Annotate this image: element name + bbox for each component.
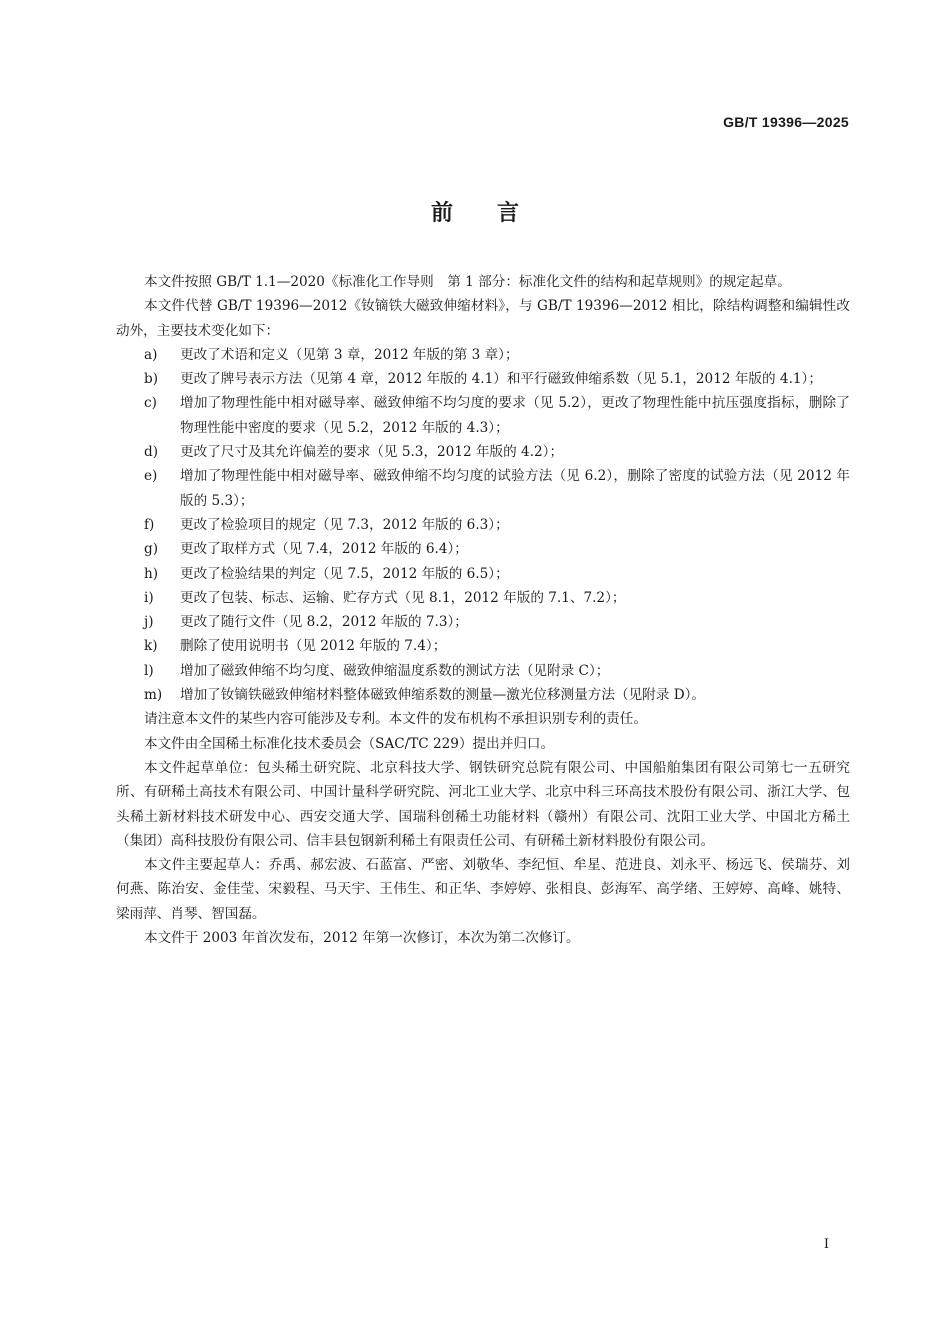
changes-list [116,343,850,707]
list-item-text: 更改了牌号表示方法（见第 4 章，2012 年版的 4.1）和平行磁致伸缩系数（见 5.1，2012 年版的 4.1）； [180,371,822,388]
list-item-text: 更改了尺寸及其允许偏差的要求（见 5.3，2012 年版的 4.2）； [180,444,564,461]
list-item [116,562,850,586]
document-body [116,270,850,950]
list-item-text: 更改了术语和定义（见第 3 章，2012 年版的第 3 章）； [180,346,519,363]
list-marker: a) [144,346,158,363]
paragraph-drafting-units: 本文件起草单位：包头稀土研究院、北京科技大学、钢铁研究总院有限公司、中国船舶集团有限公司第七一五研究所、有研稀土高技术有限公司、中国计量科学研究院、河北工业大学、北京中科三环高技术股份有限公司、浙江大学、包头稀土新材料技术研发中心、西安交通大学、国瑞科创稀土功能材料（赣州）有限公司、沈阳工业大学、中国北方稀土（集团）高科技股份有限公司、信丰县包钢新利稀土有限责任公司、有研稀土新材料股份有限公司。 [116,759,850,849]
list-item [116,367,850,391]
list-marker: j) [144,614,154,631]
paragraph-history: 本文件于 2003 年首次发布，2012 年第一次修订，本次为第二次修订。 [144,930,580,947]
list-item [116,586,850,610]
list-item-text: 删除了使用说明书（见 2012 年版的 7.4）； [180,638,447,655]
standard-code: GB/T 19396—2025 [723,114,849,130]
list-marker: g) [144,541,159,558]
paragraph-replacement: 本文件代替 GB/T 19396—2012《钕镝铁大磁致伸缩材料》，与 GB/T 19396—2012 相比，除结构调整和编辑性改动外，主要技术变化如下： [116,298,850,339]
list-item [116,610,850,634]
list-marker: e) [144,468,158,485]
list-item [116,343,850,367]
list-item-text: 更改了包装、标志、运输、贮存方式（见 8.1，2012 年版的 7.1、7.2）； [180,589,626,606]
page-title: 前言 [430,201,563,226]
paragraph-patent-notice: 请注意本文件的某些内容可能涉及专利。本文件的发布机构不承担识别专利的责任。 [144,711,647,728]
list-item-text: 增加了物理性能中相对磁导率、磁致伸缩不均匀度的要求（见 5.2），更改了物理性能中抗压强度指标，删除了物理性能中密度的要求（见 5.2，2012 年版的 4.3）； [180,395,850,436]
list-marker: m) [144,687,163,704]
list-item-text: 更改了检验结果的判定（见 7.5，2012 年版的 6.5）； [180,565,509,582]
paragraph-proposer: 本文件由全国稀土标准化技术委员会（SAC/TC 229）提出并归口。 [144,735,555,752]
list-marker: i) [144,589,154,606]
list-marker: k) [144,638,158,655]
list-item [116,659,850,683]
list-item-text: 更改了检验项目的规定（见 7.3，2012 年版的 6.3）； [180,516,509,533]
list-item-text: 增加了磁致伸缩不均匀度、磁致伸缩温度系数的测试方法（见附录 C）； [180,662,610,679]
list-marker: d) [144,444,159,461]
paragraph-drafting-rules: 本文件按照 GB/T 1.1—2020《标准化工作导则 第 1 部分：标准化文件的结构和起草规则》的规定起草。 [144,274,791,290]
list-item [116,440,850,464]
list-item [116,634,850,658]
list-item [116,464,850,513]
list-item [116,537,850,561]
list-item-text: 增加了钕镝铁磁致伸缩材料整体磁致伸缩系数的测量—激光位移测量方法（见附录 D）。 [180,687,705,704]
list-item-text: 增加了物理性能中相对磁导率、磁致伸缩不均匀度的试验方法（见 6.2），删除了密度的试验方法（见 2012 年版的 5.3）； [180,468,850,509]
list-item-text: 更改了随行文件（见 8.2，2012 年版的 7.3）； [180,614,468,631]
page-number: I [823,1237,829,1252]
list-marker: b) [144,371,159,388]
list-marker: f) [144,516,155,533]
list-marker: h) [144,565,159,582]
list-item [116,391,850,440]
list-marker: c) [144,395,157,412]
list-marker: l) [144,662,154,679]
list-item [116,683,850,707]
list-item [116,513,850,537]
list-item-text: 更改了取样方式（见 7.4，2012 年版的 6.4）； [180,541,468,558]
paragraph-drafters: 本文件主要起草人：乔禹、郝宏波、石蓝富、严密、刘敬华、李纪恒、牟星、范进良、刘永平、杨远飞、侯瑞芬、刘何燕、陈治安、金佳莹、宋毅程、马天宇、王伟生、和正华、李婷婷、张相良、彭海军、高学绪、王婷婷、高峰、姚特、梁雨萍、肖琴、智国磊。 [116,857,850,922]
